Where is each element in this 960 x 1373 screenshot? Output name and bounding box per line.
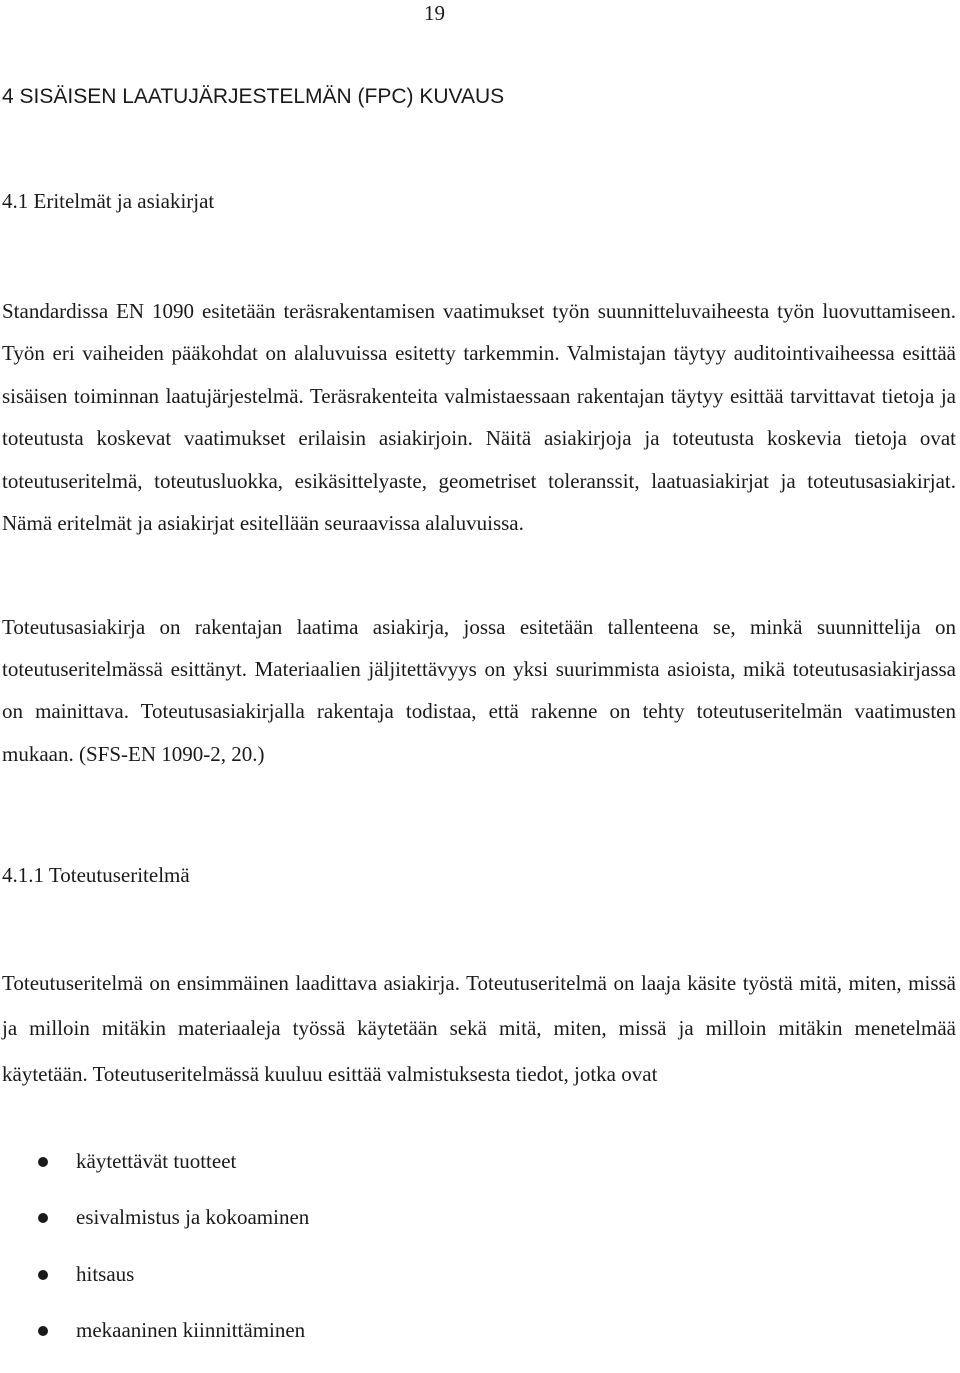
- body-paragraph-standard: Standardissa EN 1090 esitetään teräsrakentamisen vaatimukset työn suunnitteluvaiheesta työn luovuttamiseen. Työn eri vaiheiden pääkohdat on alaluvuissa esitetty tarkemmin. Valmistajan täytyy auditointivaiheessa esittää sisäisen toiminnan laatujärjestelmä. Teräsrakenteita valmistaessaan rakentajan täytyy esittää tarvittavat tietoja ja toteutusta koskevat vaatimukset erilaisin asiakirjoin. Näitä asiakirjoja ja toteutusta koskevia tietoja ovat toteutuseritelmä, toteutusluokka, esikäsittelyaste, geometriset toleranssit, laatuasiakirjat ja toteutusasiakirjat. Nämä eritelmät ja asiakirjat esitellään seuraavissa alaluvuissa.: [2, 299, 956, 536]
- bullet-icon: [38, 1213, 48, 1223]
- list-item: [0, 1148, 960, 1204]
- section-heading: 4.1 Eritelmät ja asiakirjat: [2, 189, 215, 213]
- list-item-label: mekaaninen kiinnittäminen: [76, 1317, 306, 1342]
- list-item: [0, 1261, 960, 1317]
- body-paragraph-execution-document: Toteutusasiakirja on rakentajan laatima asiakirja, jossa esitetään tallenteena se, minkä suunnittelija on toteutuseritelmässä esittänyt. Materiaalien jäljitettävyys on yksi suurimmista asioista, mikä toteutusasiakirjassa on mainittava. Toteutusasiakirjalla rakentaja todistaa, että rakenne on tehty toteutuseritelmän vaatimusten mukaan. (SFS-EN 1090-2, 20.): [2, 615, 956, 766]
- list-item: [0, 1204, 960, 1260]
- bullet-icon: [38, 1270, 48, 1280]
- list-item-label: käytettävät tuotteet: [76, 1149, 237, 1173]
- body-paragraph-execution-specification: Toteutuseritelmä on ensimmäinen laadittava asiakirja. Toteutuseritelmä on laaja käsite työstä mitä, miten, missä ja milloin mitäkin materiaaleja työssä käytetään sekä mitä, miten, missä ja milloin mitäkin menetelmää käytetään. Toteutuseritelmässä kuuluu esittää valmistuksesta tiedot, jotka ovat: [2, 971, 956, 1086]
- list-item: [0, 1317, 960, 1373]
- bullet-icon: [38, 1326, 48, 1336]
- bullet-list: [0, 1148, 960, 1373]
- list-item-label: hitsaus: [76, 1261, 135, 1286]
- subsection-heading: 4.1.1 Toteutuseritelmä: [2, 863, 190, 887]
- bullet-icon: [38, 1157, 48, 1167]
- chapter-heading: 4 SISÄISEN LAATUJÄRJESTELMÄN (FPC) KUVAUS: [2, 85, 505, 108]
- list-item-label: esivalmistus ja kokoaminen: [76, 1205, 310, 1230]
- page-number: 19: [424, 1, 445, 25]
